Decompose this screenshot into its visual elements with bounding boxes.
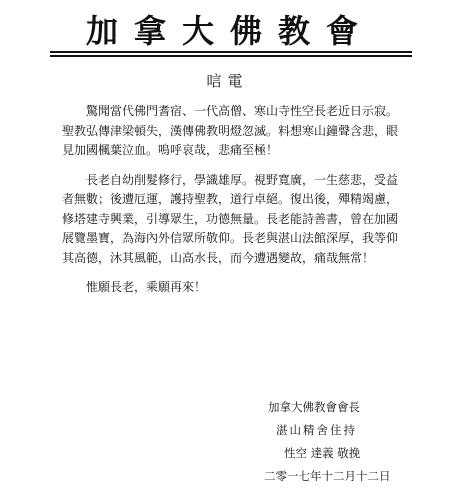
organization-title: 加拿大佛教會 [85, 12, 374, 50]
paragraph-2: 長老自幼削髮修行，學識雄厚。視野寬廣，一生慈悲，受益者無數；後遭厄運，護持聖教，道行卓絕。復出後，殫精竭慮，修塔建寺興業，引導眾生，功德無量。長老能詩善書，曾在加國展覽墨寶，為海內外信眾所敬仰。長老與湛山法館深厚，我等仰其高德，沐其風範，山高水長，而今遭遇變故，痛哉無常！ [62, 172, 399, 265]
title-underline-double [50, 55, 412, 57]
document-heading: 唁電 [206, 72, 249, 90]
paragraph-1: 驚聞當代佛門耆宿、一代高僧、寒山寺性空長老近日示寂。聖教弘傳津梁頓失，漢傳佛教明燈忽滅。料想寒山鐘聲含悲，眼見加國楓葉泣血。嗚呼哀哉，悲痛至極！ [62, 104, 399, 157]
signature-names: 性空 達義 敬挽 [284, 446, 361, 460]
title-underline [50, 51, 412, 53]
signature-title: 加拿大佛教會會長 [268, 400, 360, 414]
signature-abbot: 湛山精舍住持 [276, 423, 357, 437]
signature-block [264, 396, 444, 488]
signature-date: 二零一七年十二月十二日 [264, 469, 391, 483]
letter-body [62, 102, 400, 298]
paragraph-3: 惟願長老，乘願再來！ [86, 280, 207, 294]
